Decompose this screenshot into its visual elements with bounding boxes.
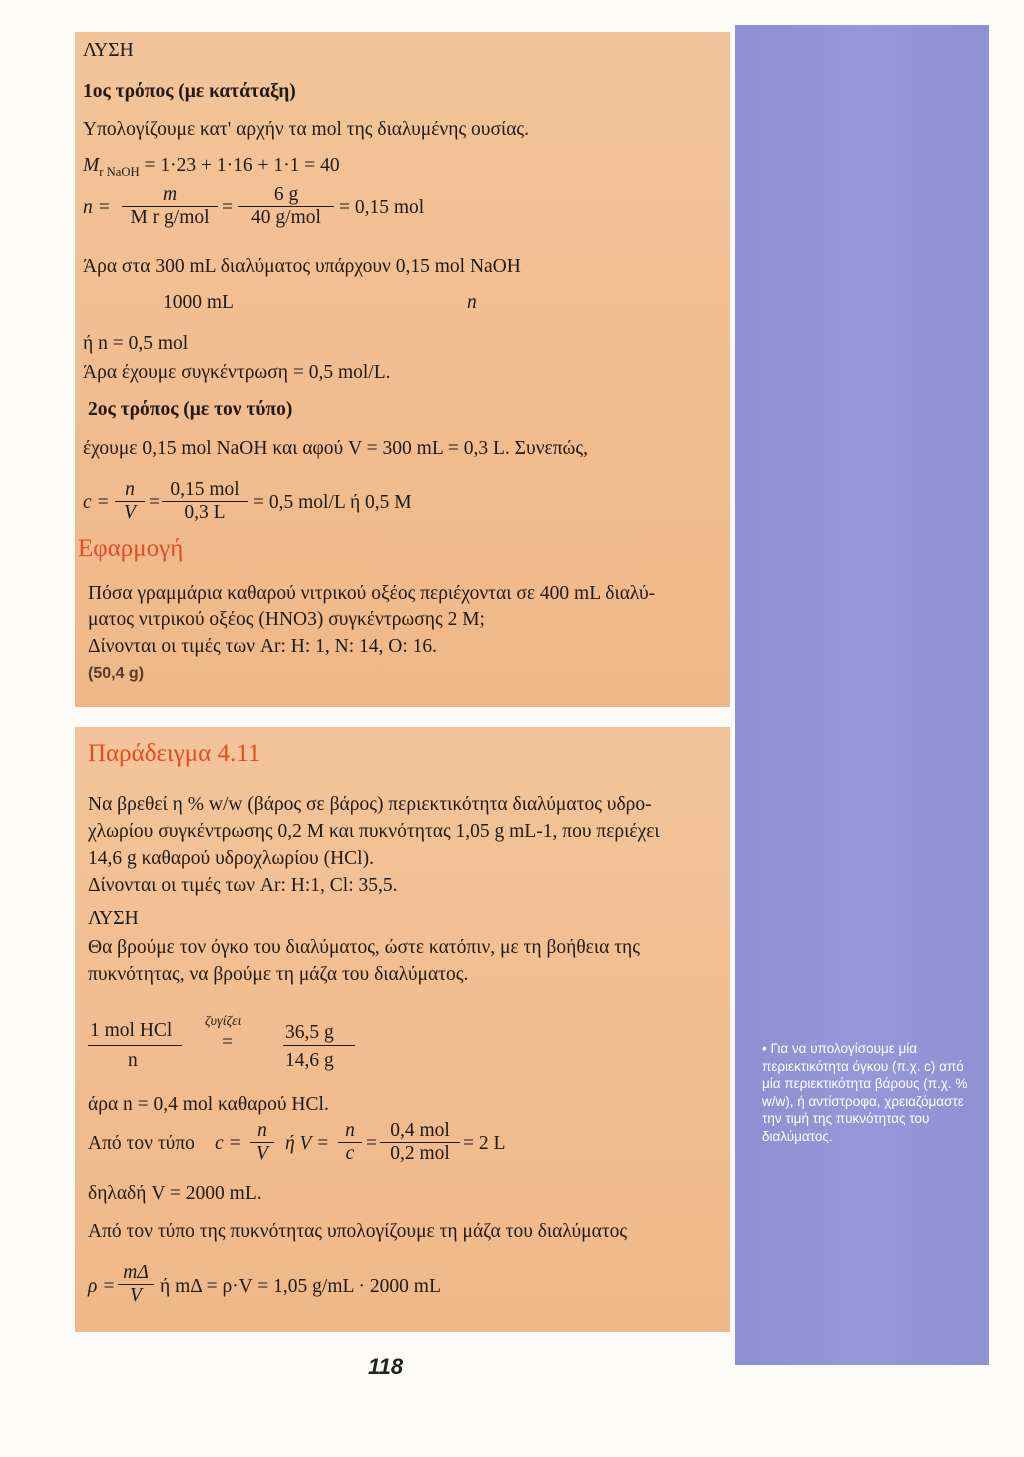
equals-sign: = <box>149 492 160 513</box>
method-2-line: έχουμε 0,15 mol NaOH και αφού V = 300 mL = 0,3 L. Συνεπώς, <box>83 438 588 459</box>
application-answer: (50,4 g) <box>88 665 145 682</box>
formula-fraction-3 <box>380 1120 460 1165</box>
mr-symbol: M <box>83 155 100 176</box>
c-result: = 0,5 mol/L ή 0,5 M <box>253 492 412 513</box>
fraction-denominator: 0,3 L <box>162 501 248 524</box>
application-line-1: Πόσα γραμμάρια καθαρού νιτρικού οξέος περιέχονται σε 400 mL διαλύ- <box>88 583 656 604</box>
formula-fraction-1 <box>250 1120 274 1165</box>
fraction-denominator: 40 g/mol <box>238 206 334 229</box>
sidebar-panel <box>735 25 989 1365</box>
n-result: = 0,15 mol <box>339 197 425 218</box>
rho-fraction <box>118 1262 154 1307</box>
c-fraction-1 <box>115 479 145 524</box>
fraction-denominator: V <box>115 501 145 524</box>
c-lhs: c = <box>83 492 110 513</box>
example-line-2: χλωρίου συγκέντρωσης 0,2 M και πυκνότητας 1,05 g mL-1, που περιέχει <box>88 821 660 842</box>
fraction-numerator: 0,4 mol <box>390 1120 450 1141</box>
prop-equals: = <box>222 1032 233 1053</box>
n-fraction-2 <box>238 184 334 229</box>
fraction-denominator: M r g/mol <box>122 206 218 229</box>
concentration-result: Άρα έχουμε συγκέντρωση = 0,5 mol/L. <box>83 362 391 383</box>
example-solution-line-2: πυκνότητας, να βρούμε τη μάζα του διαλύματος. <box>88 964 469 985</box>
formula-result: = 2 L <box>463 1133 506 1154</box>
fraction-numerator: mΔ <box>123 1262 149 1283</box>
formula-c: c = <box>215 1133 242 1154</box>
formula-label: Από τον τύπο <box>88 1133 195 1154</box>
application-line-3: Δίνονται οι τιμές των Ar: H: 1, N: 14, O: 16. <box>88 636 438 657</box>
rho-equation: ή mΔ = ρ·V = 1,05 g/mL · 2000 mL <box>160 1276 441 1297</box>
ratio-line: Άρα στα 300 mL διαλύματος υπάρχουν 0,15 mol NaOH <box>83 256 521 277</box>
prop-word: ζυγίζει <box>205 1014 242 1029</box>
ratio-1000ml: 1000 mL <box>163 292 234 313</box>
example-title: Παράδειγμα 4.11 <box>88 740 261 767</box>
fraction-denominator: 0,2 mol <box>380 1142 460 1165</box>
equals-sign: = <box>222 197 233 218</box>
fraction-numerator: n <box>257 1120 267 1141</box>
example-line-4: Δίνονται οι τιμές των Ar: H:1, Cl: 35,5. <box>88 875 398 896</box>
page-number: 118 <box>368 1354 404 1379</box>
fraction-denominator: V <box>250 1142 274 1165</box>
example-solution-line-1: Θα βρούμε τον όγκο του διαλύματος, ώστε κατόπιν, με τη βοήθεια της <box>88 937 640 958</box>
equals-sign: = <box>366 1133 377 1154</box>
method-2-heading: 2ος τρόπος (με τον τύπο) <box>88 399 293 420</box>
volume-line: δηλαδή V = 2000 mL. <box>88 1183 262 1204</box>
prop-bottom-left: n <box>128 1050 138 1071</box>
fraction-numerator: 6 g <box>273 184 299 205</box>
formula-or: ή V = <box>285 1133 330 1154</box>
example-solution-heading: ΛΥΣΗ <box>88 908 139 929</box>
fraction-denominator: c <box>338 1142 362 1165</box>
n-value-line: ή n = 0,5 mol <box>83 333 189 354</box>
n-lhs: n = <box>83 197 111 218</box>
prop-top-left: 1 mol HCl <box>90 1020 173 1041</box>
prop-right-bar <box>283 1045 355 1046</box>
formula-fraction-2 <box>338 1120 362 1165</box>
mr-subscript: r NaOH <box>99 164 140 179</box>
prop-top-right: 36,5 g <box>285 1022 334 1043</box>
fraction-numerator: n <box>345 1120 355 1141</box>
prop-left-bar <box>88 1045 182 1046</box>
density-line: Από τον τύπο της πυκνότητας υπολογίζουμε τη μάζα του διαλύματος <box>88 1221 628 1242</box>
fraction-numerator: n <box>125 479 135 500</box>
example-line-3: 14,6 g καθαρού υδροχλωρίου (HCl). <box>88 848 374 869</box>
method-1-heading: 1ος τρόπος (με κατάταξη) <box>83 81 296 102</box>
fraction-denominator: V <box>118 1284 154 1307</box>
n-amount-line: άρα n = 0,4 mol καθαρού HCl. <box>88 1094 329 1115</box>
rho-lhs: ρ = <box>88 1276 116 1297</box>
fraction-numerator: 0,15 mol <box>170 479 240 500</box>
n-fraction-1 <box>122 184 218 229</box>
mr-value: = 1·23 + 1·16 + 1·1 = 40 <box>139 155 340 176</box>
application-line-2: ματος νιτρικού οξέος (HNO3) συγκέντρωσης 2 M; <box>88 609 485 630</box>
prop-bottom-right: 14,6 g <box>285 1050 334 1071</box>
molar-mass-line <box>83 155 340 183</box>
solution-heading: ΛΥΣΗ <box>83 40 134 61</box>
ratio-n: n <box>467 292 477 313</box>
step-1-text: Υπολογίζουμε κατ' αρχήν τα mol της διαλυμένης ουσίας. <box>83 119 530 140</box>
application-title: Εφαρμογή <box>78 535 184 562</box>
example-line-1: Να βρεθεί η % w/w (βάρος σε βάρος) περιεκτικότητα διαλύματος υδρο- <box>88 794 652 815</box>
sidebar-note: • Για να υπολογίσουμε μία περιεκτικότητα όγκου (π.χ. c) από μία περιεκτικότητα βάρους (π.χ. % w/w), ή αντίστροφα, χρειαζόμαστε την τιμή της πυκνότητας του διαλύματος. <box>762 1041 968 1144</box>
c-fraction-2 <box>162 479 248 524</box>
fraction-numerator: m <box>162 184 178 205</box>
